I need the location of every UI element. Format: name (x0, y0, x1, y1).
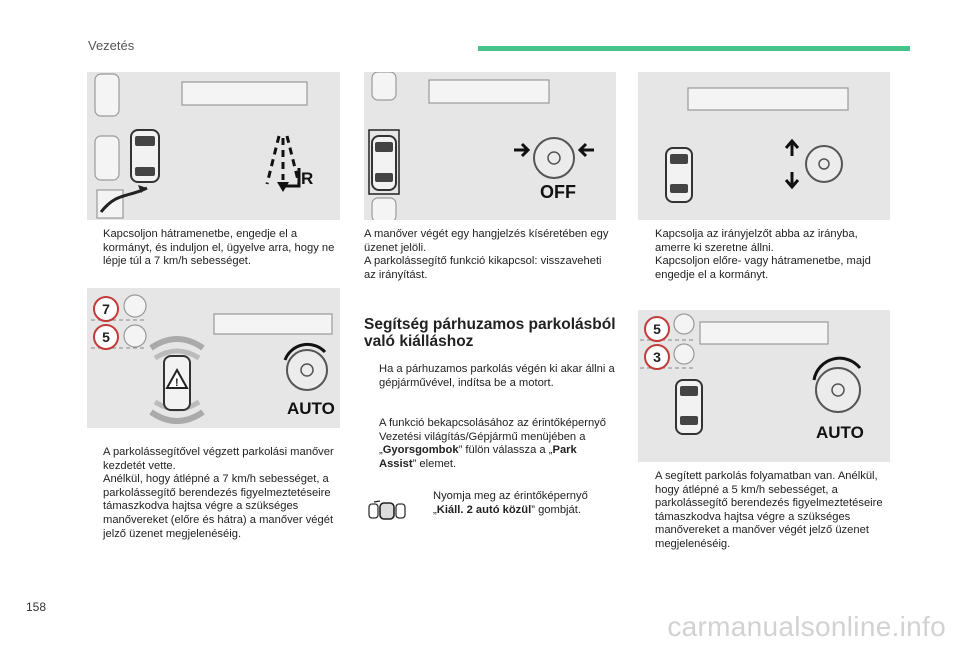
illustration-park-assist-off (364, 72, 616, 220)
col3-instructions: Kapcsolja az irányjelzőt abba az irányba, amerre ki szeretne állni. Kapcsoljon előre- vagy hátramenetbe, majd engedje el a kormányt. (655, 228, 871, 281)
col1-instruction-maneuver: A parkolássegítővel végzett parkolási manőver kezdetét vette. Anélkül, hogy átlépné a 7 km/h sebességet, a parkolássegítő berendezés figyelmeztetéseire támaszkodva hajtsa végre a szükséges manővereket (előre és hátra) a manőver végét jelző üzenet megjelenéséig. (103, 446, 334, 540)
illustration-exit-prepare (638, 72, 890, 220)
section-heading: Segítség párhuzamos parkolásból való kiálláshoz (364, 316, 616, 350)
car-icon (372, 136, 396, 190)
steering-wheel-icon (285, 344, 327, 390)
speed-badge-5: 5 (93, 324, 119, 350)
col2-item-activate: A funkció bekapcsolásához az érintőképernyő Vezetési világítás/Gépjármű menüjében a „Gyorsgombok” fülön válassza a „Park Assist” elemet. (379, 417, 606, 470)
park-exit-button-icon (368, 500, 408, 522)
svg-text:!: ! (175, 377, 179, 389)
auto-label: AUTO (816, 423, 864, 442)
speed-badge-3: 3 (644, 344, 670, 370)
illustration-reverse-start (87, 72, 340, 220)
steering-wheel-icon (806, 146, 842, 182)
steering-wheel-icon (534, 138, 574, 178)
speed-badge-5: 5 (644, 316, 670, 342)
car-icon (164, 356, 190, 410)
col2-item-press-button: Nyomja meg az érintőképernyő „Kiáll. 2 autó közül” gombját. (433, 490, 588, 516)
section-title: Vezetés (88, 38, 135, 53)
illustration-auto-5kmh (638, 310, 890, 462)
col3-instruction-assist: A segített parkolás folyamatban van. Anélkül, hogy átlépné a 5 km/h sebességet, a parkolássegítő berendezés figyelmeztetéseire támaszkodva hajtsa végre a szükséges manővereket a manőver végét jelző üzenet megjelenéséig. (655, 470, 883, 550)
auto-label: AUTO (287, 399, 335, 418)
watermark: carmanualsonline.info (667, 611, 946, 642)
speed-badge-7: 7 (93, 296, 119, 322)
section-color-bar (478, 46, 910, 51)
car-icon (676, 380, 702, 434)
car-icon (131, 130, 159, 182)
page-number: 158 (26, 600, 47, 614)
col1-instruction-reverse: Kapcsoljon hátramenetbe, engedje el a kormányt, és induljon el, ügyelve arra, hogy ne lépje túl a 7 km/h sebességet. (103, 228, 335, 268)
illustration-sensors-auto-7kmh (87, 288, 340, 428)
off-label: OFF (540, 182, 576, 202)
car-icon (666, 148, 692, 202)
col2-intro: A manőver végét egy hangjelzés kíséretében egy üzenet jelöli. A parkolássegítő funkció kikapcsol: visszaveheti az irányítást. (364, 228, 609, 281)
reverse-gear-label: R (301, 169, 314, 188)
steering-wheel-icon (814, 358, 860, 412)
col2-item-start-engine: Ha a párhuzamos parkolás végén ki akar állni a gépjárművével, indítsa be a motort. (379, 363, 615, 389)
